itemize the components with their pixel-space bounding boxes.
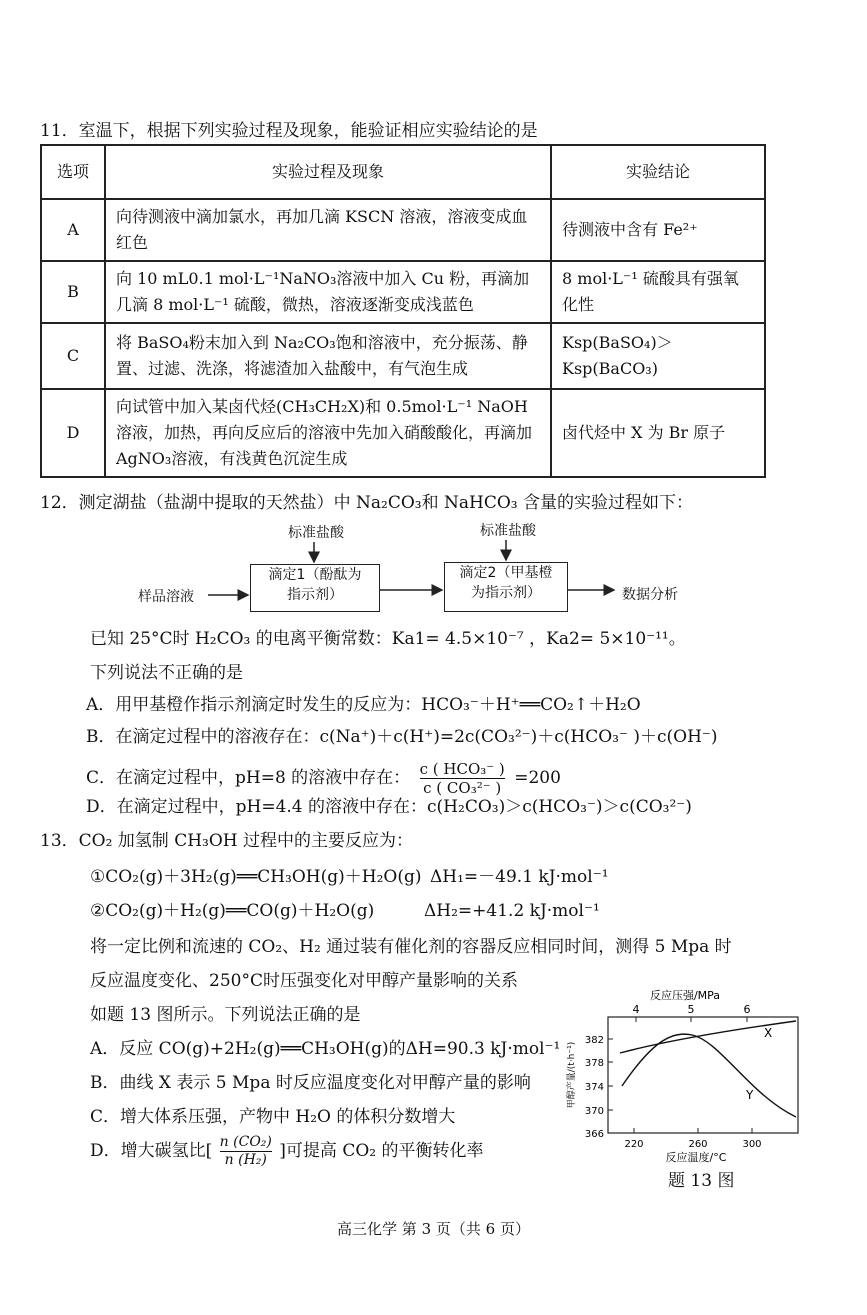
q13-reaction-2-dh: ΔH₂=+41.2 kJ·mol⁻¹ [424,901,600,921]
flow-reagent-2: 标准盐酸 [480,523,536,539]
y-tick: 374 [584,1082,604,1093]
y-tick: 370 [584,1106,604,1117]
q13-reaction-2: ②CO₂(g)＋H₂(g)══CO(g)＋H₂O(g) [90,901,375,921]
header-conclusion: 实验结论 [551,145,765,199]
x-tick: 260 [688,1139,708,1150]
flow-box-2-line-2: 为指示剂） [471,585,541,601]
flow-box-1-line-1: 滴定1（酚酞为 [268,567,362,583]
flow-box-2-line-1: 滴定2（甲基橙 [459,565,553,581]
q12-option-c [86,760,561,797]
fraction-numerator: c ( HCO₃⁻ ) [419,760,505,778]
q13-desc-3: 如题 13 图所示。下列说法正确的是 [90,1005,361,1025]
top-tick: 5 [687,1003,695,1016]
y-tick: 378 [584,1058,604,1069]
q13-option-d-text: D．增大碳氢比[ [90,1141,213,1161]
x-tick: 300 [742,1139,762,1150]
row-process: 向 10 mL0.1 mol·L⁻¹NaNO₃溶液中加入 Cu 粉，再滴加几滴 8 mol·L⁻¹ 硫酸，微热，溶液逐渐变成浅蓝色 [105,261,551,323]
flow-start-label: 样品溶液 [138,589,194,605]
row-option: B [41,261,105,323]
flow-reagent-1: 标准盐酸 [288,525,344,541]
q12-option-d: D．在滴定过程中，pH=4.4 的溶液中存在：c(H₂CO₃)＞c(HCO₃⁻)＞c(CO₃²⁻) [86,797,692,817]
x-tick: 220 [624,1139,644,1150]
q13-stem: 13．CO₂ 加氢制 CH₃OH 过程中的主要反应为： [40,831,414,851]
y-axis-label: 甲醇产量/(t·h⁻¹) [567,1041,577,1109]
row-option: C [41,323,105,389]
y-tick: 366 [584,1129,604,1140]
q13-option-a: A．反应 CO(g)+2H₂(g)══CH₃OH(g)的ΔH=90.3 kJ·mol⁻¹ [90,1039,561,1059]
q12-known: 已知 25°C时 H₂CO₃ 的电离平衡常数：Ka1= 4.5×10⁻⁷ ，Ka2= 5×10⁻¹¹。 [90,629,686,649]
fraction [220,1134,272,1169]
q13-figure [560,985,810,1185]
header-option: 选项 [41,145,105,199]
top-tick: 4 [632,1003,640,1016]
row-process: 向试管中加入某卤代烃(CH₃CH₂X)和 0.5mol·L⁻¹ NaOH 溶液，加热，再向反应后的溶液中先加入硝酸酸化，再滴加 AgNO₃溶液，有浅黄色沉淀生成 [105,389,551,477]
curve-x-label: X [764,1026,773,1040]
header-process: 实验过程及现象 [105,145,551,199]
fraction [420,760,505,797]
q13-option-c: C．增大体系压强，产物中 H₂O 的体积分数增大 [90,1107,456,1127]
curve-y-label: Y [746,1088,754,1102]
q13-reaction-1: ①CO₂(g)＋3H₂(g)══CH₃OH(g)＋H₂O(g) [90,867,422,887]
row-conclusion: 待测液中含有 Fe²⁺ [551,199,765,261]
q13-reaction-1-dh: ΔH₁=－49.1 kJ·mol⁻¹ [430,867,609,887]
row-option: A [41,199,105,261]
q12-ask: 下列说法不正确的是 [90,663,243,683]
page-footer: 高三化学 第 3 页（共 6 页） [337,1220,530,1238]
top-tick: 6 [743,1003,751,1016]
figure-caption: 题 13 图 [668,1171,735,1191]
row-conclusion: Ksp(BaSO₄)＞Ksp(BaCO₃) [551,323,765,389]
q12-option-b: B．在滴定过程中的溶液存在：c(Na⁺)＋c(H⁺)=2c(CO₃²⁻)＋c(HCO₃⁻ )＋c(OH⁻) [86,727,718,747]
q13-desc-1: 将一定比例和流速的 CO₂、H₂ 通过装有催化剂的容器反应相同时间，测得 5 Mpa 时 [90,937,732,957]
flow-box-1-line-2: 指示剂） [287,587,343,603]
q12-option-c-text: C．在滴定过程中，pH=8 的溶液中存在： [86,768,411,788]
q12-stem: 12．测定湖盐（盐湖中提取的天然盐）中 Na₂CO₃和 NaHCO₃ 含量的实验过程如下： [40,493,694,513]
row-option: D [41,389,105,477]
q12-option-c-value: =200 [514,768,561,788]
q13-option-d-text-end: ]可提高 CO₂ 的平衡转化率 [279,1141,484,1161]
top-axis-label: 反应压强/MPa [649,989,721,1002]
flow-end-label: 数据分析 [622,587,678,603]
x-axis-label: 反应温度/°C [665,1151,727,1164]
row-conclusion: 8 mol·L⁻¹ 硫酸具有强氧化性 [551,261,765,323]
fraction-denominator: n (H₂) [224,1152,267,1168]
flow-arrows [0,0,867,640]
row-conclusion: 卤代烃中 X 为 Br 原子 [551,389,765,477]
q13-option-b: B．曲线 X 表示 5 Mpa 时反应温度变化对甲醇产量的影响 [90,1073,531,1093]
y-tick: 382 [584,1035,604,1046]
q13-desc-2: 反应温度变化、250°C时压强变化对甲醇产量影响的关系 [90,971,518,991]
fraction-denominator: c ( CO₃²⁻ ) [423,779,502,797]
q11-stem: 11．室温下，根据下列实验过程及现象，能验证相应实验结论的是 [40,121,538,141]
fraction-numerator: n (CO₂) [219,1134,272,1150]
q13-option-d [90,1134,483,1169]
q12-option-a: A．用甲基橙作指示剂滴定时发生的反应为：HCO₃⁻＋H⁺══CO₂↑＋H₂O [86,695,641,715]
row-process: 将 BaSO₄粉末加入到 Na₂CO₃饱和溶液中，充分振荡、静置、过滤、洗涤，将滤渣加入盐酸中，有气泡生成 [105,323,551,389]
row-process: 向待测液中滴加氯水，再加几滴 KSCN 溶液，溶液变成血红色 [105,199,551,261]
